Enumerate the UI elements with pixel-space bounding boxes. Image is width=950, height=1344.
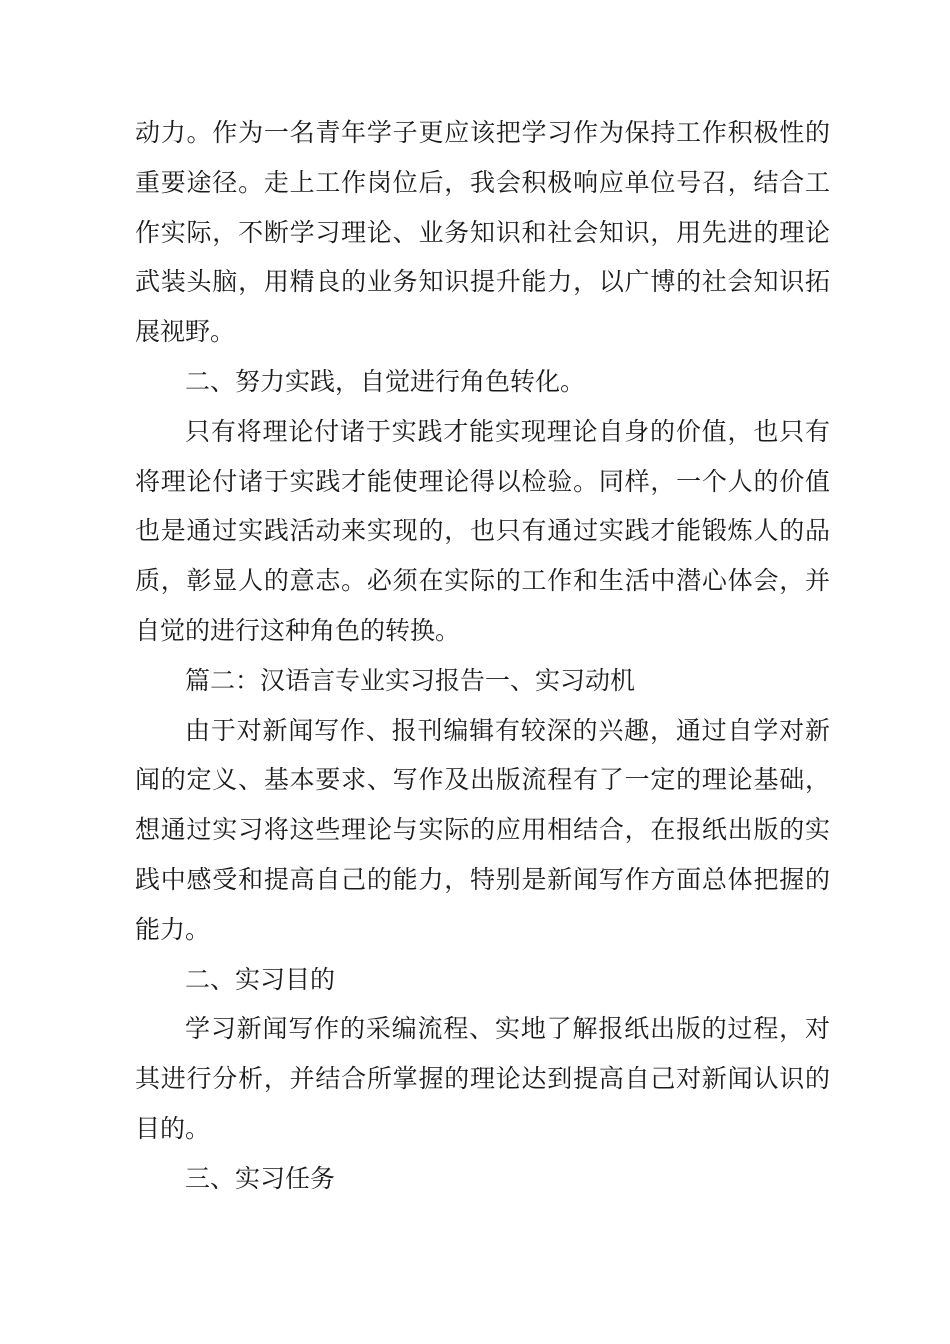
section-heading-practice: 二、努力实践，自觉进行角色转化。	[185, 366, 586, 396]
paragraph-purpose: 学习新闻写作的采编流程、实地了解报纸出版的过程，对其进行分析，并结合所掌握的理论达到提高自己对新闻认识的目的。	[135, 1014, 830, 1143]
document-body	[135, 108, 830, 1204]
paragraph-motivation: 由于对新闻写作、报刊编辑有较深的兴趣，通过自学对新闻的定义、基本要求、写作及出版流程有了一定的理论基础，想通过实习将这些理论与实际的应用相结合，在报纸出版的实践中感受和提高自己的能力，特别是新闻写作方面总体把握的能力。	[135, 715, 830, 944]
section-heading-tasks: 三、实习任务	[185, 1163, 336, 1193]
paragraph-continuation: 动力。作为一名青年学子更应该把学习作为保持工作积极性的重要途径。走上工作岗位后，我会积极响应单位号召，结合工作实际，不断学习理论、业务知识和社会知识，用先进的理论武装头脑，用精良的业务知识提升能力，以广博的社会知识拓展视野。	[135, 118, 830, 347]
section-heading-purpose: 二、实习目的	[185, 964, 336, 994]
section-heading-report-title: 篇二：汉语言专业实习报告一、实习动机	[185, 665, 636, 695]
paragraph-practice: 只有将理论付诸于实践才能实现理论自身的价值，也只有将理论付诸于实践才能使理论得以检验。同样，一个人的价值也是通过实践活动来实现的，也只有通过实践才能锻炼人的品质，彰显人的意志。必须在实际的工作和生活中潜心体会，并自觉的进行这种角色的转换。	[135, 416, 830, 645]
